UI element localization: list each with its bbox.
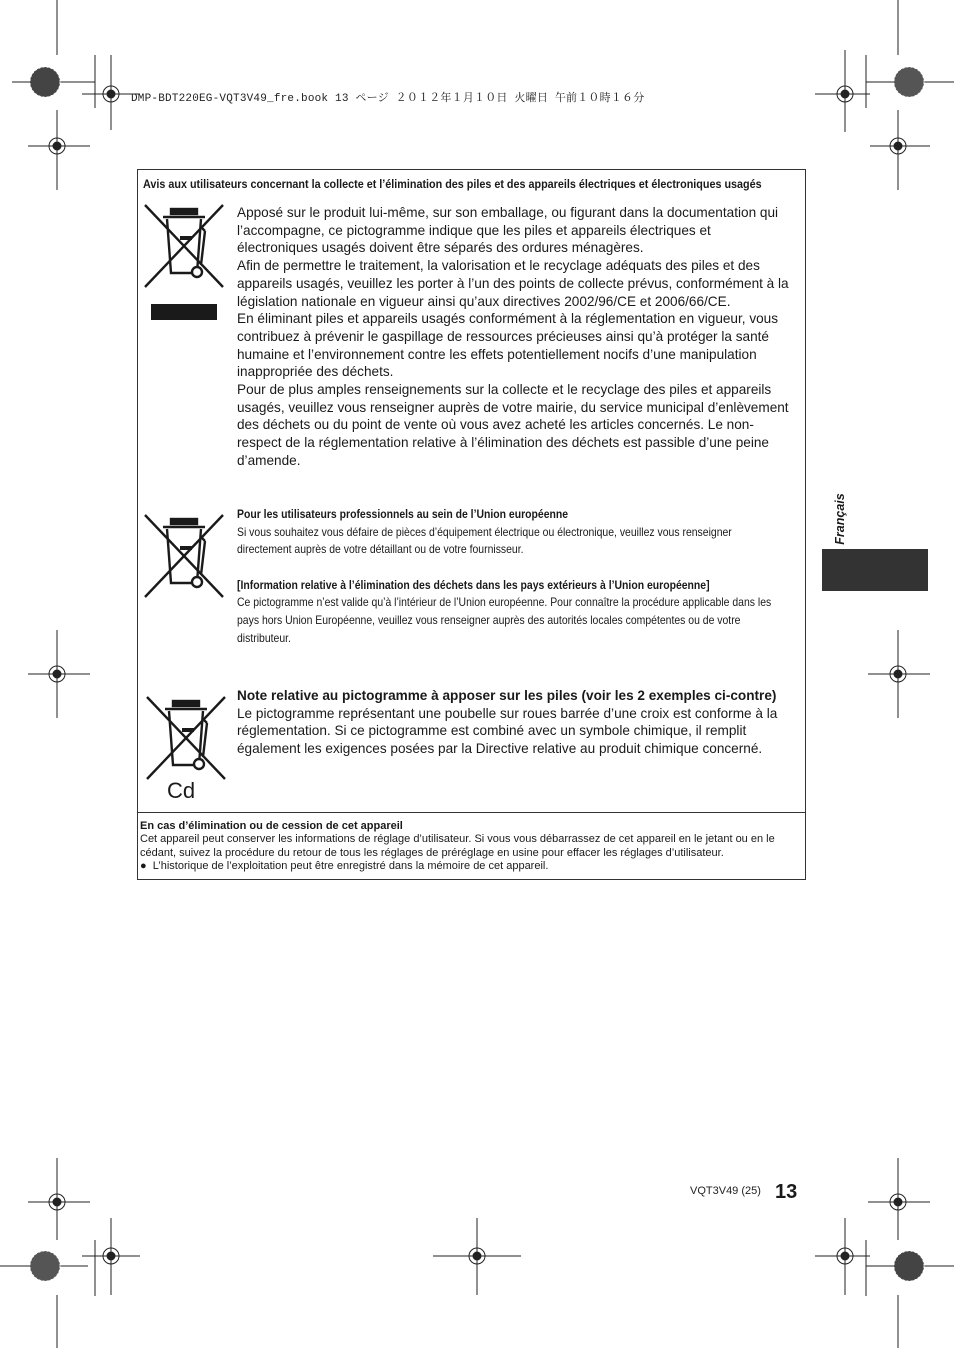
divider	[137, 812, 806, 813]
disposal-note	[140, 820, 804, 874]
disposal-heading: En cas d’élimination ou de cession de cet appareil	[140, 820, 403, 832]
section2-body: Si vous souhaitez vous défaire de pièces d’équipement électrique ou électronique, veuillez vous renseigner directement auprès de votre détaillant ou de votre fournisseur.	[237, 525, 732, 557]
section1-paragraph: Pour de plus amples renseignements sur la collecte et le recyclage des piles et appareils usagés, veuillez vous renseigner auprès de votre mairie, du service municipal d’enlèvement des déchets ou du point de vente où vous avez acheté les articles concernés. Le non-respect de la réglementation relative à l’élimination des déchets est passible d’une peine d’amende.	[237, 382, 789, 468]
crossed-bin-icon	[145, 695, 227, 781]
section3-heading: Note relative au pictogramme à apposer sur les piles (voir les 2 exemples ci-contre)	[237, 688, 777, 703]
bullet-icon: ●	[140, 860, 147, 873]
notice-title: Avis aux utilisateurs concernant la collecte et l’élimination des piles et des appareils électriques et électroniques usagés	[143, 178, 762, 191]
crossed-bin-icon	[143, 513, 225, 599]
section1-paragraph: Afin de permettre le traitement, la valorisation et le recyclage adéquats des piles et des appareils usagés, veuillez les porter à l’un des points de collecte prévus, conformément à la législation nationale en vigueur ainsi qu’aux directives 2002/96/CE et 2006/66/CE.	[237, 258, 789, 309]
spacer	[237, 559, 784, 577]
section2-text	[237, 506, 784, 647]
bullet-text: L’historique de l’exploitation peut être enregistré dans la mémoire de cet appareil.	[152, 860, 549, 873]
disposal-body: Cet appareil peut conserver les informations de réglage d’utilisateur. Si vous vous débarrassez de cet appareil en le jetant ou en le cédant, suivez la procédure du retour de tous les réglages de préréglage en usine pour effacer les réglages d’utilisateur.	[140, 833, 775, 859]
section1-paragraph: Apposé sur le produit lui-même, sur son emballage, ou figurant dans la documentation qui l’accompagne, ce pictogramme indique que les piles et appareils électriques et électroniques usagés doivent être séparés des ordures ménagères.	[237, 205, 779, 256]
section2-body2: Ce pictogramme n’est valide qu’à l’intérieur de l’Union européenne. Pour connaître la procédure applicable dans les pays hors Union Européenne, veuillez vous renseigner auprès des autorités locales compétentes ou de votre distributeur.	[237, 596, 772, 645]
black-bar	[151, 304, 217, 320]
section1-paragraph: En éliminant piles et appareils usagés conformément à la réglementation en vigueur, vous contribuez à prévenir le gaspillage de ressources précieuses ainsi qu’à protéger la santé humaine et l’environnement contre les effets potentiellement nocifs d’une manipulation inappropriée des déchets.	[237, 311, 779, 380]
crossed-bin-icon	[143, 203, 225, 289]
section2-heading2: [Information relative à l’élimination des déchets dans les pays extérieurs à l’Union européenne]	[237, 578, 710, 592]
section2-heading: Pour les utilisateurs professionnels au sein de l’Union européenne	[237, 508, 569, 521]
disposal-bullet	[140, 860, 804, 873]
page-number: 13	[775, 1181, 798, 1203]
language-label: Français	[833, 493, 847, 545]
section3-text	[237, 687, 799, 758]
chemical-symbol: Cd	[167, 778, 196, 803]
section3-body: Le pictogramme représentant une poubelle sur roues barrée d’une croix est conforme à la réglementation. Si ce pictogramme est combiné avec un symbole chimique, il remplit également les exigences posées par la Directive relative au produit chimique concerné.	[237, 705, 778, 757]
language-tab	[822, 549, 928, 591]
print-header: DMP-BDT220EG-VQT3V49_fre.book 13 ページ ２０１２年１月１０日 火曜日 午前１０時１６分	[131, 93, 645, 105]
document-code: VQT3V49 (25)	[690, 1185, 761, 1197]
section1-text	[237, 204, 792, 470]
